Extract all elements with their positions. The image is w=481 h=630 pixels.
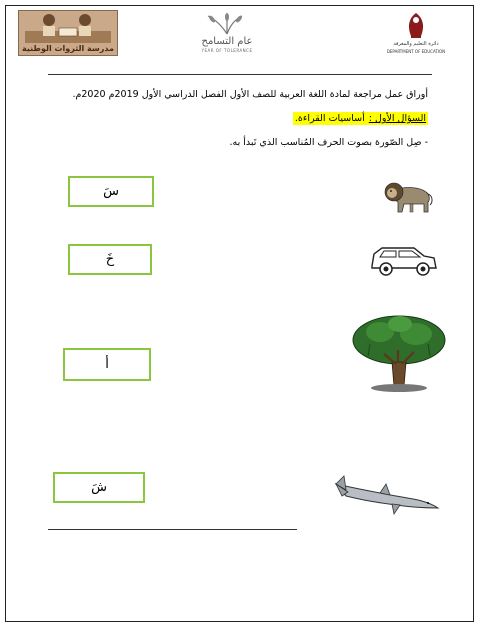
letter: أ (105, 357, 109, 372)
falcon-emblem-icon (385, 10, 447, 40)
wheat-icon (182, 12, 272, 36)
bottom-divider (48, 529, 297, 530)
letter: شَ (91, 480, 107, 495)
worksheet-title: أوراق عمل مراجعة لمادة اللغة العربية للصف الأول الفصل الدراسي الأول 2019م 2020م. (72, 89, 428, 100)
lion-icon (382, 178, 434, 216)
question-label: السؤال الأول : (368, 113, 426, 124)
question-heading (290, 113, 428, 124)
dept-arabic: دائرة التعليم والمعرفة (393, 41, 439, 47)
letter-box[interactable] (63, 348, 151, 381)
department-logo (385, 10, 447, 58)
dept-english: DEPARTMENT OF EDUCATION (386, 49, 446, 54)
header-divider (48, 74, 432, 75)
question-topic: أساسيات القراءة. (294, 113, 365, 124)
shark-icon (334, 474, 440, 520)
letter-box[interactable] (68, 176, 154, 207)
year-of-tolerance-logo (182, 12, 272, 54)
tree-icon (350, 310, 448, 394)
tolerance-english: YEAR OF TOLERANCE (201, 48, 253, 53)
letter-box[interactable] (68, 244, 152, 275)
school-name: مدرسة الثروات الوطنية (22, 44, 114, 53)
tolerance-arabic: عام التسامح (201, 36, 253, 47)
letter: خَ (105, 252, 115, 267)
instruction: - صِل الصّورة بصوت الحرف المُناسب الذي تَبدأ به. (229, 137, 428, 148)
children-reading-icon (19, 11, 117, 45)
school-logo (18, 10, 118, 56)
car-icon (368, 244, 440, 278)
letter-box[interactable] (53, 472, 145, 503)
letter: سَ (103, 184, 119, 199)
